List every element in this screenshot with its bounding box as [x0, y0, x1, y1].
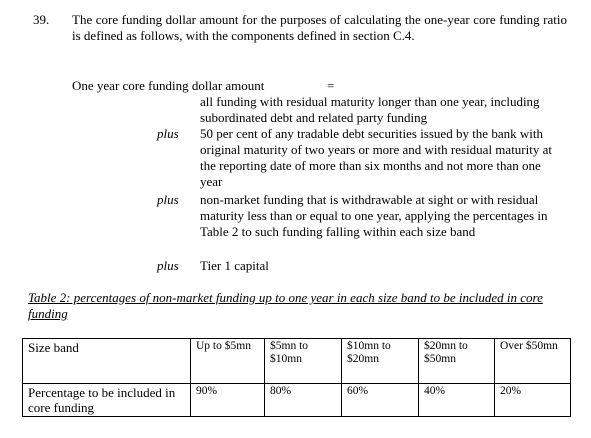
table-cell: $20mn to $50mn — [419, 339, 495, 384]
definition-head: One year core funding dollar amount — [72, 78, 265, 93]
table-cell: 60% — [342, 384, 419, 417]
table-cell: Up to $5mn — [191, 339, 265, 384]
definition-term-4: Tier 1 capital — [200, 258, 269, 273]
paragraph-text: The core funding dollar amount for the purposes of calculating the one-year core funding ratio is defined as follows, with the components defined in section C.4. — [72, 12, 567, 43]
definition-term-4-prefix: plus — [157, 258, 179, 273]
table-row — [23, 339, 571, 384]
size-band-table — [22, 338, 571, 417]
table-caption: Table 2: percentages of non-market funding up to one year in each size band to be included in core funding — [28, 290, 543, 321]
table-cell: 40% — [419, 384, 495, 417]
definition-term-3-prefix: plus — [157, 192, 179, 207]
table-cell: $10mn to $20mn — [342, 339, 419, 384]
table-row — [23, 384, 571, 417]
definition-equals: = — [327, 78, 335, 93]
definition-term-1: all funding with residual maturity longer than one year, including subordinated debt and related party funding — [200, 94, 540, 125]
table-cell: Over $50mn — [495, 339, 571, 384]
table-cell: Percentage to be included in core funding — [23, 384, 191, 417]
definition-term-2: 50 per cent of any tradable debt securities issued by the bank with original maturity of two years or more and with residual maturity at the reporting date of more than six months and not more than one year — [200, 126, 552, 189]
table-cell: Size band — [23, 339, 191, 384]
paragraph-number: 39. — [33, 12, 50, 27]
definition-term-2-prefix: plus — [157, 126, 179, 141]
table-cell: 90% — [191, 384, 265, 417]
table-cell: 80% — [265, 384, 342, 417]
table-cell: $5mn to $10mn — [265, 339, 342, 384]
table-cell: 20% — [495, 384, 571, 417]
definition-term-3: non-market funding that is withdrawable at sight or with residual maturity less than or equal to one year, applying the percentages in Table 2 to such funding falling within each size band — [200, 192, 548, 239]
